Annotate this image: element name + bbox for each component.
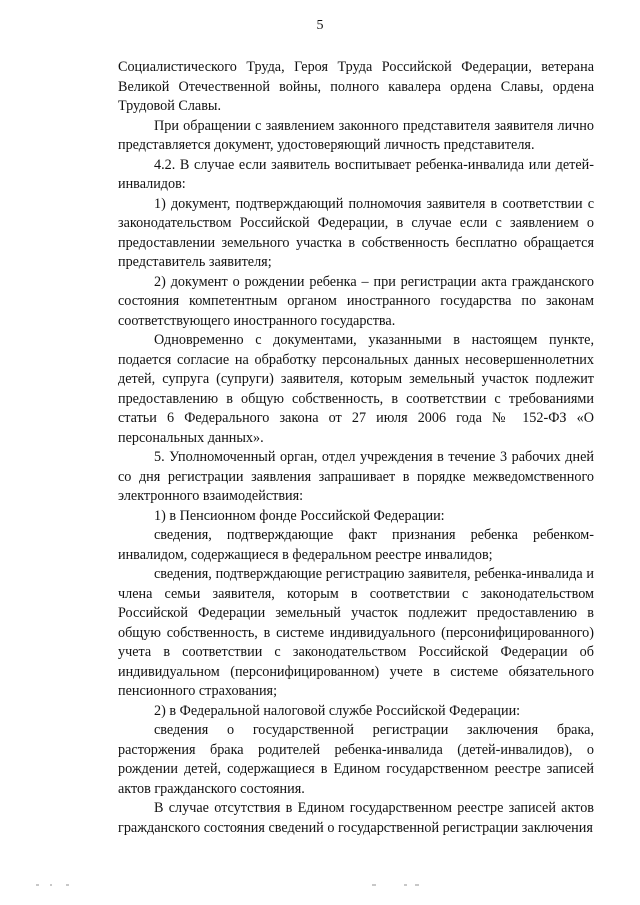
scan-speck <box>50 884 52 886</box>
scan-speck <box>415 884 419 886</box>
paragraph: сведения, подтверждающие факт признания ребенка ребенком-инвалидом, содержащиеся в федеральном реестре инвалидов; <box>118 527 594 563</box>
scan-speck <box>372 884 376 886</box>
paragraph: 1) в Пенсионном фонде Российской Федерации: <box>154 507 445 524</box>
scan-speck <box>36 884 39 886</box>
document-body <box>118 58 594 838</box>
paragraph: 5. Уполномоченный орган, отдел учреждения в течение 3 рабочих дней со дня регистрации заявления запрашивает в порядке межведомственного электронного взаимодействия: <box>118 449 594 504</box>
paragraph: Социалистического Труда, Героя Труда Российской Федерации, ветерана Великой Отечественной войны, полного кавалера ордена Славы, ордена Трудовой Славы. <box>118 59 594 114</box>
scan-speck <box>66 884 69 886</box>
scan-artifacts <box>0 884 640 890</box>
paragraph: сведения, подтверждающие регистрацию заявителя, ребенка-инвалида и члена семьи заявителя, которым в соответствии с законодательством Российской Федерации земельный участок подлежит предоставлению в общую собственность, в системе индивидуального (персонифицированного) учета в соответствии с законодательством Российской Федерации об индивидуальном (персонифицированном) учете в системе обязательного пенсионного страхования; <box>118 566 594 699</box>
scan-speck <box>404 884 407 886</box>
paragraph: При обращении с заявлением законного представителя заявителя лично представляется документ, удостоверяющий личность представителя. <box>118 117 594 153</box>
paragraph: 4.2. В случае если заявитель воспитывает ребенка-инвалида или детей-инвалидов: <box>118 156 594 192</box>
paragraph: Одновременно с документами, указанными в настоящем пункте, подается согласие на обработку персональных данных несовершеннолетних детей, супруга (супруги) заявителя, которым земельный участок подлежит предоставлению в общую собственность, в соответствии с требованиями статьи 6 Федерального закона от 27 июля 2006 года № 152-ФЗ «О персональных данных». <box>118 332 594 446</box>
paragraph: 2) документ о рождении ребенка – при регистрации акта гражданского состояния компетентным органом иностранного государства по законам соответствующего иностранного государства. <box>118 273 594 329</box>
paragraph: 1) документ, подтверждающий полномочия заявителя в соответствии с законодательством Российской Федерации, в случае если с заявлением о предоставлении земельного участка в собственность бесплатно обращается представитель заявителя; <box>118 195 594 270</box>
page-number: 5 <box>316 18 324 33</box>
paragraph: 2) в Федеральной налоговой службе Российской Федерации: <box>154 702 521 719</box>
paragraph: сведения о государственной регистрации заключения брака, расторжения брака родителей ребенка-инвалида (детей-инвалидов), о рождении детей, содержащиеся в Едином государственном реестре записей актов гражданского состояния. <box>118 722 594 797</box>
paragraph: В случае отсутствия в Едином государственном реестре записей актов гражданского состояния сведений о государственной регистрации заключения <box>118 800 594 836</box>
